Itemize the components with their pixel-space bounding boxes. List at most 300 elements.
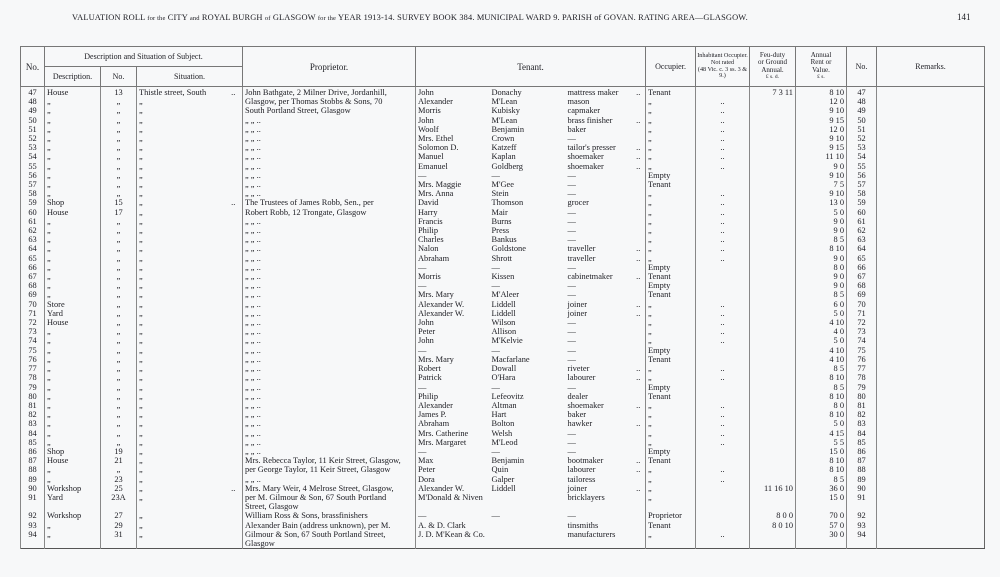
cell-annual-rent: 15 0	[796, 493, 847, 502]
table-row	[21, 217, 985, 226]
table-row	[21, 244, 985, 253]
cell-proprietor: „ „ ..	[243, 116, 416, 125]
table-row	[21, 429, 985, 438]
cell-occupation: —	[567, 180, 576, 190]
cell-leader	[632, 198, 646, 207]
cell-inhabitant: ..	[696, 143, 750, 152]
cell-feu-duty	[750, 116, 796, 125]
cell-remarks	[877, 429, 985, 438]
cell-inhabitant	[696, 484, 750, 493]
cell-remarks	[877, 511, 985, 520]
cell-number: 21	[101, 456, 137, 465]
table-row	[21, 401, 985, 410]
cell-row-no: 79	[21, 383, 45, 392]
cell-remarks	[877, 465, 985, 474]
cell-occupation: —	[567, 345, 576, 355]
cell-occupation: bootmaker	[567, 456, 604, 466]
cell-tenant-surname: O'Hara	[491, 373, 516, 383]
cell-proprietor: „ „ ..	[243, 244, 416, 253]
col-occupier: Occupier.	[646, 47, 696, 87]
col-proprietor: Proprietor.	[243, 47, 416, 87]
cell-row-no-right: 74	[847, 336, 877, 345]
cell-row-no: 78	[21, 373, 45, 382]
cell-occupier: „	[646, 244, 696, 253]
cell-situation: „	[137, 493, 225, 502]
cell-number: „	[101, 116, 137, 125]
cell-occupier: „	[646, 97, 696, 106]
cell-leader	[225, 401, 243, 410]
cell-occupier: „	[646, 254, 696, 263]
cell-feu-duty: 11 16 10	[750, 484, 796, 493]
cell-feu-duty: 8 0 10	[750, 521, 796, 530]
cell-tenant-first: M'Donald & Niven	[416, 493, 490, 502]
cell-occupation: tinsmiths	[567, 520, 599, 530]
cell-occupier: „	[646, 318, 696, 327]
cell-row-no-right: 56	[847, 171, 877, 180]
cell-remarks	[877, 521, 985, 530]
cell-inhabitant	[696, 180, 750, 189]
cell-tenant-first: —	[416, 447, 490, 456]
cell-situation: „	[137, 134, 225, 143]
cell-inhabitant: ..	[696, 465, 750, 474]
cell-leader	[632, 281, 646, 290]
cell-leader: ..	[636, 483, 641, 493]
cell-occupation: —	[567, 262, 576, 272]
cell-annual-rent: 12 0	[796, 97, 847, 106]
cell-leader	[225, 410, 243, 419]
cell-occupier: Tenant	[646, 290, 696, 299]
cell-remarks	[877, 180, 985, 189]
cell-occupier: Empty	[646, 346, 696, 355]
cell-tenant-surname: —	[491, 511, 500, 521]
cell-feu-duty	[750, 189, 796, 198]
cell-leader: ..	[231, 198, 236, 208]
cell-situation: „	[137, 346, 225, 355]
cell-row-no	[21, 539, 45, 549]
cell-tenant-first: —	[416, 263, 490, 272]
cell-leader	[225, 281, 243, 290]
cell-annual-rent: 4 10	[796, 346, 847, 355]
table-row	[21, 208, 985, 217]
cell-number: „	[101, 318, 137, 327]
cell-annual-rent: 8 10	[796, 465, 847, 474]
cell-annual-rent: 9 10	[796, 189, 847, 198]
cell-description: „	[45, 429, 101, 438]
cell-inhabitant: ..	[696, 530, 750, 539]
cell-leader	[225, 116, 243, 125]
cell-proprietor: Mrs. Rebecca Taylor, 11 Keir Street, Glasgow,	[243, 456, 416, 465]
cell-description: „	[45, 272, 101, 281]
cell-annual-rent: 70 0	[796, 511, 847, 520]
table-row	[21, 189, 985, 198]
cell-occupier: Empty	[646, 383, 696, 392]
cell-row-no-right: 79	[847, 383, 877, 392]
cell-feu-duty	[750, 364, 796, 373]
cell-occupier: „	[646, 134, 696, 143]
cell-tenant-first: Mrs. Catherine	[416, 429, 490, 438]
cell-situation: „	[137, 180, 225, 189]
cell-tenant-surname: Allison	[491, 327, 517, 337]
cell-leader	[632, 493, 646, 502]
cell-situation: „	[137, 97, 225, 106]
cell-row-no-right: 48	[847, 97, 877, 106]
cell-inhabitant	[696, 456, 750, 465]
cell-row-no-right: 50	[847, 116, 877, 125]
cell-remarks	[877, 502, 985, 511]
cell-annual-rent: 9 10	[796, 134, 847, 143]
cell-row-no-right: 65	[847, 254, 877, 263]
table-row	[21, 511, 985, 520]
cell-row-no-right: 90	[847, 484, 877, 493]
cell-inhabitant: ..	[696, 235, 750, 244]
cell-description: „	[45, 152, 101, 161]
table-row	[21, 143, 985, 152]
cell-row-no-right: 75	[847, 346, 877, 355]
cell-inhabitant: ..	[696, 419, 750, 428]
cell-feu-duty	[750, 475, 796, 484]
cell-proprietor: „ „ ..	[243, 419, 416, 428]
table-row	[21, 290, 985, 299]
cell-proprietor: „ „ ..	[243, 318, 416, 327]
cell-leader: ..	[636, 272, 641, 282]
cell-row-no: 93	[21, 521, 45, 530]
cell-tenant-surname: Bankus	[491, 235, 517, 245]
cell-tenant-first: A. & D. Clark	[416, 521, 490, 530]
cell-row-no: 53	[21, 143, 45, 152]
cell-description: „	[45, 263, 101, 272]
cell-feu-duty	[750, 410, 796, 419]
cell-occupier: „	[646, 162, 696, 171]
cell-row-no-right: 58	[847, 189, 877, 198]
cell-inhabitant	[696, 539, 750, 549]
cell-number: „	[101, 143, 137, 152]
cell-leader	[632, 263, 646, 272]
cell-feu-duty: 8 0 0	[750, 511, 796, 520]
cell-occupation: capmaker	[567, 106, 601, 116]
cell-row-no-right	[847, 502, 877, 511]
cell-occupier: „	[646, 429, 696, 438]
cell-leader	[225, 134, 243, 143]
cell-row-no: 69	[21, 290, 45, 299]
cell-tenant-first: Dora	[416, 475, 490, 484]
cell-proprietor: „ „ ..	[243, 152, 416, 161]
cell-annual-rent: 8 10	[796, 392, 847, 401]
cell-occupation: —	[567, 235, 576, 245]
cell-row-no-right: 82	[847, 410, 877, 419]
cell-leader	[225, 272, 243, 281]
cell-occupation: shoemaker	[567, 161, 604, 171]
cell-remarks	[877, 97, 985, 106]
cell-feu-duty	[750, 429, 796, 438]
cell-annual-rent: 8 5	[796, 383, 847, 392]
cell-proprietor: Mrs. Mary Weir, 4 Melrose Street, Glasgow,	[243, 484, 416, 493]
cell-occupier: Tenant	[646, 87, 696, 97]
cell-remarks	[877, 355, 985, 364]
cell-row-no-right: 80	[847, 392, 877, 401]
cell-annual-rent: 8 10	[796, 410, 847, 419]
cell-description: Shop	[45, 198, 101, 207]
cell-row-no: 80	[21, 392, 45, 401]
cell-proprietor: „ „ ..	[243, 346, 416, 355]
cell-number: 25	[101, 484, 137, 493]
cell-number: „	[101, 383, 137, 392]
cell-inhabitant	[696, 281, 750, 290]
cell-row-no-right: 55	[847, 162, 877, 171]
cell-leader	[632, 171, 646, 180]
cell-tenant-first: Abraham	[416, 419, 490, 428]
cell-occupation: riveter	[567, 364, 590, 374]
cell-remarks	[877, 171, 985, 180]
cell-tenant-surname: Stein	[491, 189, 509, 199]
table-row	[21, 152, 985, 161]
cell-number: „	[101, 419, 137, 428]
cell-tenant-first: Alexander W.	[416, 309, 490, 318]
cell-occupier	[646, 539, 696, 549]
cell-situation: „	[137, 300, 225, 309]
cell-occupation: tailoress	[567, 474, 596, 484]
cell-occupier: „	[646, 336, 696, 345]
cell-occupation: —	[567, 134, 576, 144]
cell-number: „	[101, 309, 137, 318]
cell-situation: „	[137, 355, 225, 364]
cell-row-no: 87	[21, 456, 45, 465]
cell-leader	[225, 336, 243, 345]
table-row	[21, 364, 985, 373]
cell-leader	[225, 263, 243, 272]
cell-row-no-right: 63	[847, 235, 877, 244]
cell-situation: Thistle street, South	[137, 87, 225, 97]
cell-row-no-right: 89	[847, 475, 877, 484]
cell-row-no: 61	[21, 217, 45, 226]
cell-remarks	[877, 106, 985, 115]
table-row	[21, 318, 985, 327]
cell-tenant-first	[416, 539, 490, 549]
cell-row-no: 83	[21, 419, 45, 428]
cell-occupation: brass finisher	[567, 115, 613, 125]
table-row	[21, 438, 985, 447]
cell-leader	[632, 392, 646, 401]
cell-proprietor: „ „ ..	[243, 401, 416, 410]
cell-description: House	[45, 208, 101, 217]
cell-occupier: Empty	[646, 447, 696, 456]
cell-proprietor: William Ross & Sons, brassfinishers	[243, 511, 416, 520]
cell-situation: „	[137, 106, 225, 115]
col-no: No.	[21, 47, 45, 87]
table-row	[21, 475, 985, 484]
cell-situation: „	[137, 465, 225, 474]
cell-proprietor: „ „ ..	[243, 327, 416, 336]
cell-tenant-surname: Thomson	[491, 198, 524, 208]
table-row	[21, 97, 985, 106]
cell-remarks	[877, 226, 985, 235]
cell-number: „	[101, 171, 137, 180]
cell-remarks	[877, 364, 985, 373]
cell-annual-rent: 11 10	[796, 152, 847, 161]
cell-description: Store	[45, 300, 101, 309]
cell-situation: „	[137, 484, 225, 493]
cell-occupation: shoemaker	[567, 400, 604, 410]
cell-row-no-right: 59	[847, 198, 877, 207]
cell-annual-rent	[796, 539, 847, 549]
cell-remarks	[877, 309, 985, 318]
cell-row-no-right: 92	[847, 511, 877, 520]
cell-row-no: 76	[21, 355, 45, 364]
cell-remarks	[877, 438, 985, 447]
cell-leader	[225, 475, 243, 484]
cell-inhabitant: ..	[696, 244, 750, 253]
cell-tenant-first: —	[416, 383, 490, 392]
cell-tenant-first: David	[416, 198, 490, 207]
cell-row-no: 94	[21, 530, 45, 539]
cell-tenant-first: —	[416, 281, 490, 290]
cell-tenant-surname: Hart	[491, 410, 507, 420]
cell-row-no: 50	[21, 116, 45, 125]
cell-number: „	[101, 327, 137, 336]
cell-proprietor: „ „ ..	[243, 143, 416, 152]
table-row	[21, 456, 985, 465]
cell-proprietor: per George Taylor, 11 Keir Street, Glasgow	[243, 465, 416, 474]
cell-inhabitant: ..	[696, 429, 750, 438]
cell-occupation: —	[567, 318, 576, 328]
cell-tenant-surname: Benjamin	[491, 124, 525, 134]
cell-tenant-surname: Goldstone	[491, 244, 526, 254]
cell-row-no-right	[847, 539, 877, 549]
cell-number: 17	[101, 208, 137, 217]
cell-feu-duty	[750, 171, 796, 180]
cell-annual-rent: 5 0	[796, 309, 847, 318]
cell-annual-rent: 9 0	[796, 217, 847, 226]
cell-row-no-right: 70	[847, 300, 877, 309]
cell-tenant-surname: Liddell	[491, 308, 516, 318]
cell-situation: „	[137, 143, 225, 152]
cell-remarks	[877, 447, 985, 456]
cell-tenant-surname: Kaplan	[491, 152, 516, 162]
cell-occupation: —	[567, 446, 576, 456]
cell-row-no: 68	[21, 281, 45, 290]
cell-number: 29	[101, 521, 137, 530]
col-no-right: No.	[847, 47, 877, 87]
cell-row-no: 70	[21, 300, 45, 309]
cell-number: „	[101, 125, 137, 134]
cell-occupation: joiner	[567, 299, 588, 309]
cell-annual-rent: 9 0	[796, 162, 847, 171]
cell-tenant-first: Peter	[416, 465, 490, 474]
cell-description: Yard	[45, 309, 101, 318]
table-row	[21, 106, 985, 115]
table-row	[21, 419, 985, 428]
cell-annual-rent: 8 10	[796, 456, 847, 465]
cell-feu-duty	[750, 106, 796, 115]
cell-annual-rent: 5 0	[796, 419, 847, 428]
cell-occupier: „	[646, 106, 696, 115]
cell-feu-duty	[750, 392, 796, 401]
table-row	[21, 162, 985, 171]
cell-remarks	[877, 346, 985, 355]
cell-proprietor: The Trustees of James Robb, Sen., per	[243, 198, 416, 207]
cell-proprietor: „ „ ..	[243, 475, 416, 484]
cell-tenant-first: Alexander	[416, 97, 490, 106]
cell-situation: „	[137, 364, 225, 373]
cell-row-no-right: 64	[847, 244, 877, 253]
cell-feu-duty	[750, 493, 796, 502]
cell-row-no: 66	[21, 263, 45, 272]
cell-occupier: Empty	[646, 263, 696, 272]
cell-leader: ..	[636, 400, 641, 410]
cell-situation: „	[137, 244, 225, 253]
cell-row-no: 64	[21, 244, 45, 253]
cell-row-no-right: 71	[847, 309, 877, 318]
cell-row-no-right: 72	[847, 318, 877, 327]
cell-proprietor: John Bathgate, 2 Milner Drive, Jordanhill,	[243, 87, 416, 97]
cell-occupier: „	[646, 373, 696, 382]
cell-leader	[225, 217, 243, 226]
cell-proprietor: „ „ ..	[243, 373, 416, 382]
cell-situation: „	[137, 272, 225, 281]
cell-leader: ..	[231, 88, 236, 97]
cell-leader	[632, 521, 646, 530]
cell-situation: „	[137, 290, 225, 299]
cell-tenant-surname: M'Gee	[491, 180, 514, 190]
cell-description: „	[45, 235, 101, 244]
cell-occupier: „	[646, 475, 696, 484]
cell-proprietor: „ „ ..	[243, 336, 416, 345]
cell-proprietor: „ „ ..	[243, 180, 416, 189]
cell-row-no: 72	[21, 318, 45, 327]
cell-feu-duty	[750, 226, 796, 235]
cell-annual-rent: 5 0	[796, 208, 847, 217]
cell-situation: „	[137, 226, 225, 235]
cell-situation: „	[137, 447, 225, 456]
cell-leader: ..	[636, 419, 641, 429]
cell-tenant-first: Harry	[416, 208, 490, 217]
cell-leader	[632, 327, 646, 336]
cell-inhabitant: ..	[696, 309, 750, 318]
cell-number: „	[101, 281, 137, 290]
cell-leader	[225, 327, 243, 336]
cell-situation	[137, 502, 225, 511]
cell-leader: ..	[636, 143, 641, 153]
cell-description: „	[45, 116, 101, 125]
cell-row-no: 92	[21, 511, 45, 520]
cell-annual-rent: 9 15	[796, 116, 847, 125]
cell-description: „	[45, 281, 101, 290]
cell-description: „	[45, 364, 101, 373]
cell-description: „	[45, 244, 101, 253]
cell-remarks	[877, 87, 985, 97]
cell-situation: „	[137, 254, 225, 263]
cell-annual-rent: 5 5	[796, 438, 847, 447]
cell-feu-duty	[750, 465, 796, 474]
cell-description: „	[45, 383, 101, 392]
cell-tenant-first: John	[416, 318, 490, 327]
cell-row-no-right: 53	[847, 143, 877, 152]
cell-proprietor: „ „ ..	[243, 125, 416, 134]
cell-proprietor: „ „ ..	[243, 429, 416, 438]
cell-description: „	[45, 254, 101, 263]
cell-description: „	[45, 521, 101, 530]
cell-tenant-first: Mrs. Ethel	[416, 134, 490, 143]
cell-feu-duty	[750, 336, 796, 345]
cell-inhabitant	[696, 87, 750, 97]
cell-occupier: „	[646, 401, 696, 410]
cell-annual-rent: 8 10	[796, 244, 847, 253]
table-row	[21, 530, 985, 539]
cell-occupation	[566, 539, 632, 549]
cell-description: „	[45, 327, 101, 336]
cell-occupier: „	[646, 309, 696, 318]
cell-proprietor: Street, Glasgow	[243, 502, 416, 511]
table-row	[21, 493, 985, 502]
